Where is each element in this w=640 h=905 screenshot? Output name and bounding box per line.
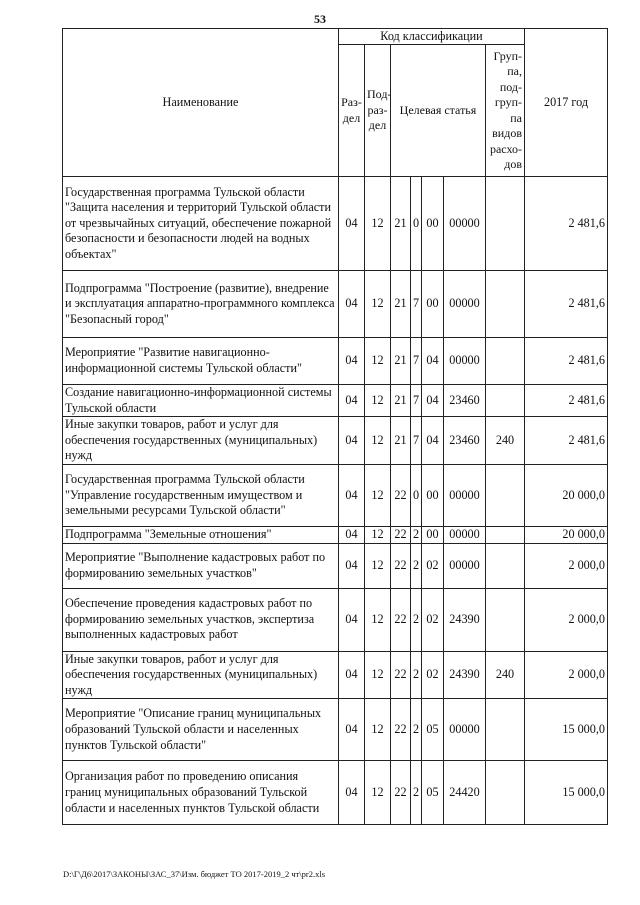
row-cs4: 24420 xyxy=(444,761,486,825)
table-row xyxy=(63,177,608,271)
row-cs4: 00000 xyxy=(444,271,486,338)
header-name: Наименование xyxy=(63,29,339,177)
row-razdel: 04 xyxy=(339,526,365,543)
row-amount: 2 481,6 xyxy=(525,385,608,417)
row-cs3: 00 xyxy=(422,464,444,526)
row-podrazdel: 12 xyxy=(365,761,391,825)
row-amount: 2 000,0 xyxy=(525,651,608,699)
row-cs1: 22 xyxy=(391,699,411,761)
table-row xyxy=(63,543,608,588)
row-podrazdel: 12 xyxy=(365,177,391,271)
row-vid xyxy=(486,526,525,543)
row-cs3: 05 xyxy=(422,699,444,761)
row-cs1: 22 xyxy=(391,526,411,543)
row-cs2: 2 xyxy=(411,651,422,699)
row-cs4: 00000 xyxy=(444,699,486,761)
row-name: Мероприятие "Описание границ муниципальных образований Тульской области и населенных пунктов Тульской области" xyxy=(63,699,339,761)
row-cs3: 02 xyxy=(422,651,444,699)
row-razdel: 04 xyxy=(339,271,365,338)
row-amount: 2 481,6 xyxy=(525,271,608,338)
row-name: Мероприятие "Развитие навигационно-информационной системы Тульской области" xyxy=(63,338,339,385)
row-vid xyxy=(486,177,525,271)
row-podrazdel: 12 xyxy=(365,543,391,588)
table-row xyxy=(63,761,608,825)
row-vid xyxy=(486,464,525,526)
row-vid xyxy=(486,588,525,651)
row-vid xyxy=(486,761,525,825)
row-cs4: 00000 xyxy=(444,543,486,588)
row-name: Подпрограмма "Земельные отношения" xyxy=(63,526,339,543)
table-row xyxy=(63,338,608,385)
row-cs1: 22 xyxy=(391,588,411,651)
table-row xyxy=(63,699,608,761)
row-name: Государственная программа Тульской области "Защита населения и территорий Тульской области от чрезвычайных ситуаций, обеспечение пожарной безопасности и безопасности людей на водных объектах" xyxy=(63,177,339,271)
row-cs3: 02 xyxy=(422,543,444,588)
header-classification: Код классификации xyxy=(339,29,525,45)
row-name: Организация работ по проведению описания границ муниципальных образований Тульской области и населенных пунктов Тульской области xyxy=(63,761,339,825)
row-cs4: 00000 xyxy=(444,464,486,526)
row-cs4: 23460 xyxy=(444,417,486,465)
page-number: 53 xyxy=(314,12,326,26)
row-amount: 20 000,0 xyxy=(525,464,608,526)
row-vid: 240 xyxy=(486,417,525,465)
row-cs2: 7 xyxy=(411,338,422,385)
row-razdel: 04 xyxy=(339,699,365,761)
row-cs1: 22 xyxy=(391,651,411,699)
row-cs2: 2 xyxy=(411,543,422,588)
row-podrazdel: 12 xyxy=(365,271,391,338)
row-cs2: 0 xyxy=(411,464,422,526)
row-razdel: 04 xyxy=(339,543,365,588)
row-cs3: 00 xyxy=(422,271,444,338)
table-row xyxy=(63,588,608,651)
row-cs3: 00 xyxy=(422,177,444,271)
table-row xyxy=(63,417,608,465)
row-razdel: 04 xyxy=(339,588,365,651)
row-vid xyxy=(486,271,525,338)
row-name: Подпрограмма "Построение (развитие), внедрение и эксплуатация аппаратно-программного комплекса "Безопасный город" xyxy=(63,271,339,338)
row-vid xyxy=(486,543,525,588)
row-cs2: 2 xyxy=(411,699,422,761)
row-amount: 2 481,6 xyxy=(525,338,608,385)
row-vid xyxy=(486,699,525,761)
header-year: 2017 год xyxy=(525,29,608,177)
row-name: Обеспечение проведения кадастровых работ по формированию земельных участков, экспертиза выполненных кадастровых работ xyxy=(63,588,339,651)
row-cs1: 22 xyxy=(391,761,411,825)
row-cs4: 24390 xyxy=(444,588,486,651)
row-cs2: 2 xyxy=(411,761,422,825)
row-amount: 15 000,0 xyxy=(525,761,608,825)
row-razdel: 04 xyxy=(339,385,365,417)
row-podrazdel: 12 xyxy=(365,588,391,651)
row-amount: 15 000,0 xyxy=(525,699,608,761)
row-cs1: 21 xyxy=(391,417,411,465)
header-subsection: Под- раз- дел xyxy=(365,45,391,177)
header-section: Раз- дел xyxy=(339,45,365,177)
row-amount: 20 000,0 xyxy=(525,526,608,543)
row-cs4: 24390 xyxy=(444,651,486,699)
row-name: Иные закупки товаров, работ и услуг для обеспечения государственных (муниципальных) нужд xyxy=(63,417,339,465)
row-cs1: 21 xyxy=(391,177,411,271)
row-razdel: 04 xyxy=(339,338,365,385)
row-podrazdel: 12 xyxy=(365,651,391,699)
row-razdel: 04 xyxy=(339,417,365,465)
row-cs1: 21 xyxy=(391,271,411,338)
table-row xyxy=(63,385,608,417)
row-podrazdel: 12 xyxy=(365,385,391,417)
row-cs3: 00 xyxy=(422,526,444,543)
row-amount: 2 481,6 xyxy=(525,417,608,465)
header-target-article: Целевая статья xyxy=(391,45,486,177)
row-amount: 2 000,0 xyxy=(525,543,608,588)
row-amount: 2 000,0 xyxy=(525,588,608,651)
row-name: Иные закупки товаров, работ и услуг для обеспечения государственных (муниципальных) нужд xyxy=(63,651,339,699)
table-row xyxy=(63,526,608,543)
row-podrazdel: 12 xyxy=(365,699,391,761)
row-cs1: 22 xyxy=(391,464,411,526)
row-razdel: 04 xyxy=(339,177,365,271)
row-cs2: 7 xyxy=(411,385,422,417)
row-amount: 2 481,6 xyxy=(525,177,608,271)
row-cs1: 21 xyxy=(391,338,411,385)
row-vid: 240 xyxy=(486,651,525,699)
row-cs4: 23460 xyxy=(444,385,486,417)
row-cs2: 2 xyxy=(411,588,422,651)
row-podrazdel: 12 xyxy=(365,417,391,465)
row-podrazdel: 12 xyxy=(365,464,391,526)
row-cs2: 2 xyxy=(411,526,422,543)
header-expense-group: Груп- па, под- груп- па видов расхо- дов xyxy=(486,45,525,177)
row-name: Мероприятие "Выполнение кадастровых работ по формированию земельных участков" xyxy=(63,543,339,588)
row-razdel: 04 xyxy=(339,464,365,526)
table-row xyxy=(63,651,608,699)
row-razdel: 04 xyxy=(339,761,365,825)
row-name: Государственная программа Тульской области "Управление государственным имуществом и земельными ресурсами Тульской области" xyxy=(63,464,339,526)
row-cs3: 04 xyxy=(422,417,444,465)
row-cs1: 21 xyxy=(391,385,411,417)
row-cs3: 04 xyxy=(422,385,444,417)
table-row xyxy=(63,271,608,338)
row-cs2: 0 xyxy=(411,177,422,271)
row-vid xyxy=(486,385,525,417)
row-cs1: 22 xyxy=(391,543,411,588)
row-vid xyxy=(486,338,525,385)
budget-table xyxy=(62,28,608,825)
row-cs4: 00000 xyxy=(444,338,486,385)
row-cs4: 00000 xyxy=(444,526,486,543)
row-name: Создание навигационно-информационной системы Тульской области xyxy=(63,385,339,417)
row-razdel: 04 xyxy=(339,651,365,699)
file-path-footer: D:\Г\Д6\2017\ЗАКОНЫ\ЗАС_37\Изм. бюджет ТО 2017-2019_2 чт\pr2.xls xyxy=(63,869,326,879)
row-cs3: 04 xyxy=(422,338,444,385)
row-cs3: 02 xyxy=(422,588,444,651)
row-cs2: 7 xyxy=(411,271,422,338)
row-cs3: 05 xyxy=(422,761,444,825)
row-podrazdel: 12 xyxy=(365,338,391,385)
row-cs2: 7 xyxy=(411,417,422,465)
row-cs4: 00000 xyxy=(444,177,486,271)
table-row xyxy=(63,464,608,526)
row-podrazdel: 12 xyxy=(365,526,391,543)
